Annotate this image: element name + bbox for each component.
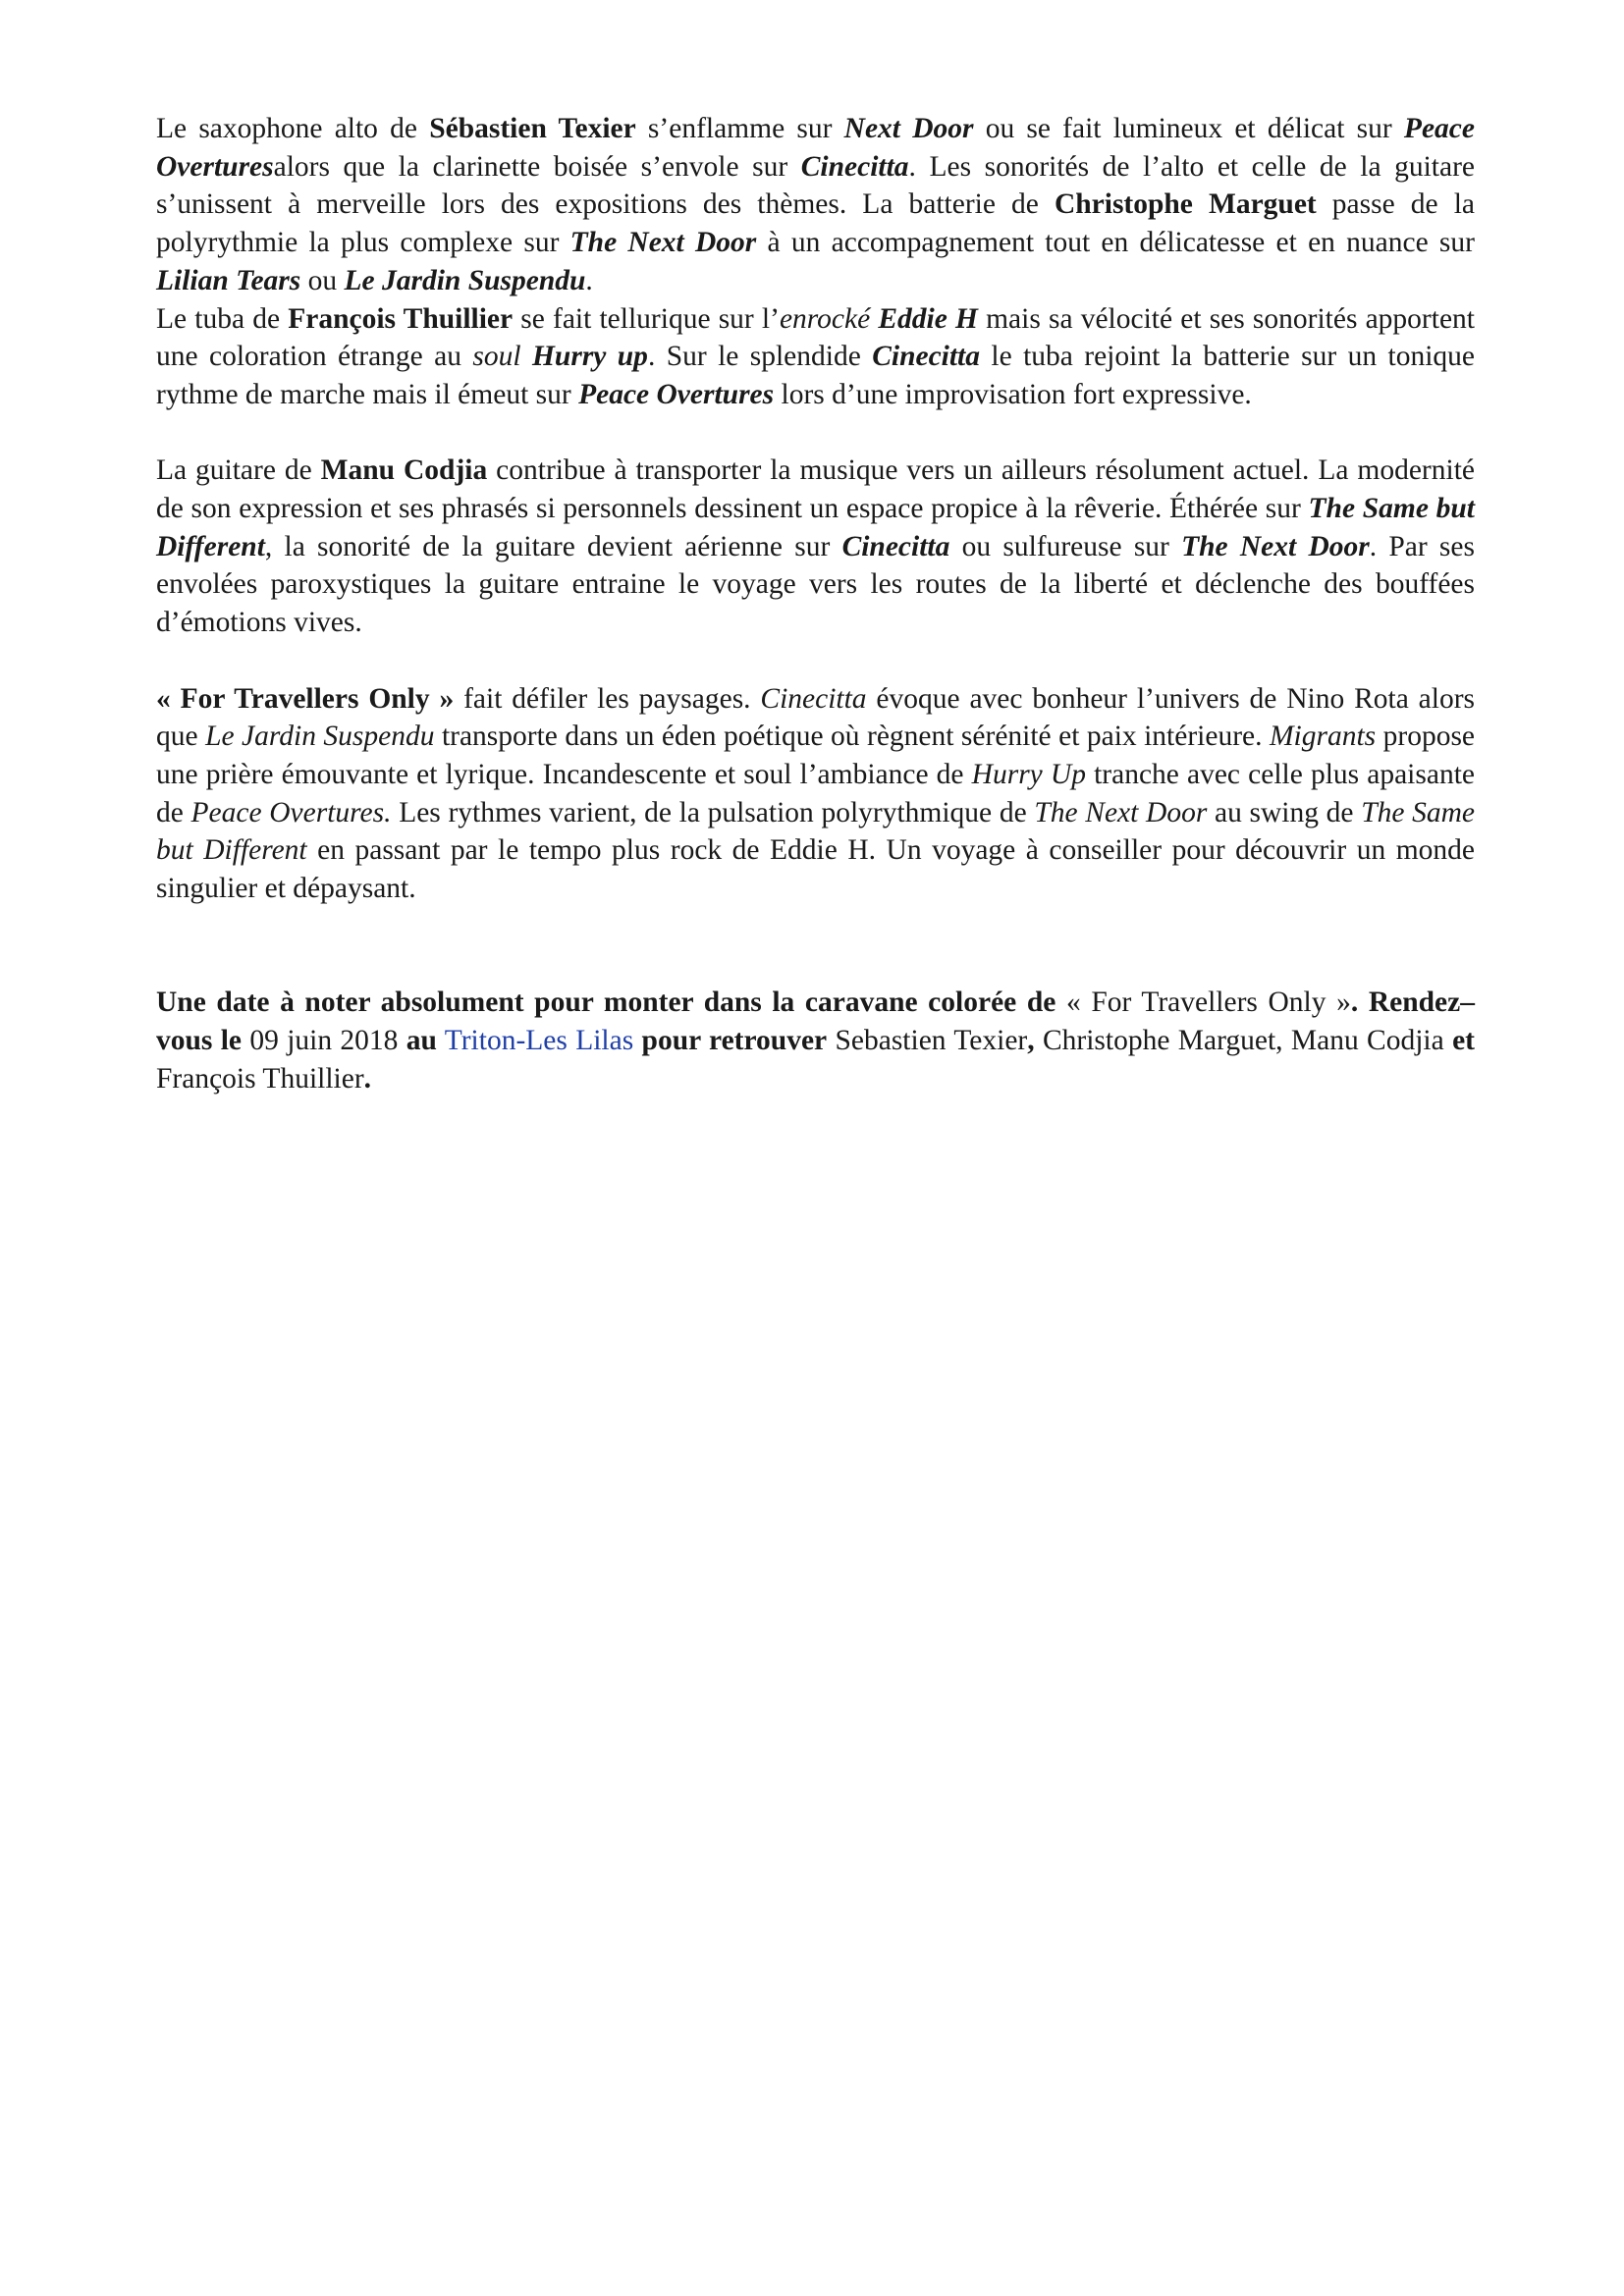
- text: ou se fait lumineux et délicat sur: [973, 113, 1404, 144]
- musician-names: Christophe Marguet, Manu Codjia: [1034, 1024, 1453, 1056]
- track-title: Cinecitta: [760, 682, 867, 715]
- text: en passant par le tempo plus rock de Eddie H. Un voyage à conseiller pour découvrir un monde singulier et dépaysant.: [156, 834, 1475, 905]
- text: ou sulfureuse sur: [949, 530, 1182, 562]
- text: transporte dans un éden poétique où règnent sérénité et paix intérieure.: [434, 721, 1270, 753]
- bold-text: ,: [1027, 1024, 1035, 1056]
- musician-name: Christophe Marguet: [1054, 188, 1317, 221]
- bold-text: et: [1452, 1024, 1475, 1056]
- bold-text: pour retrouver: [641, 1024, 828, 1056]
- track-title: Cinecitta: [841, 530, 950, 562]
- musician-name: François Thuillier: [156, 1062, 364, 1095]
- bold-text: Une date à noter absolument pour monter dans la caravane colorée de: [156, 987, 1056, 1019]
- track-title: The Next Door: [569, 227, 757, 259]
- track-title: Cinecitta: [800, 150, 909, 183]
- italic-word: enrocké: [779, 302, 879, 335]
- venue-link[interactable]: Triton-Les Lilas: [444, 1024, 634, 1056]
- text: [633, 1025, 641, 1056]
- track-title: The Same but Different: [156, 796, 1476, 867]
- text: lors d’une improvisation fort expressive.: [774, 378, 1252, 410]
- text: évoque avec bonheur l’univers de Nino Rota alors que: [156, 682, 1476, 753]
- paragraph-spacer: [156, 908, 1475, 984]
- text: contribue à transporter la musique vers un ailleurs résolument actuel. La modernité de son expression et ses phrasés si personnels dessinent un espace propice à la rêverie. Éthérée sur: [156, 454, 1475, 525]
- text: au swing de: [1207, 796, 1362, 828]
- text: à un accompagnement tout en délicatesse et en nuance sur: [756, 227, 1475, 259]
- track-title: Cinecitta: [872, 341, 981, 373]
- text: alors que la clarinette boisée s’envole sur: [273, 150, 801, 183]
- album-title: « For Travellers Only »: [1056, 987, 1351, 1019]
- text: ou: [300, 264, 345, 296]
- text: [437, 1025, 445, 1056]
- text: tranche avec celle plus apaisante de: [156, 758, 1475, 828]
- bold-text: au: [406, 1024, 437, 1056]
- track-title: Hurry up: [531, 341, 648, 373]
- track-title: Lilian Tears: [156, 264, 301, 296]
- document-page: [156, 110, 1475, 1097]
- text: .: [585, 264, 593, 296]
- musician-name: Sebastien Texier: [827, 1024, 1028, 1056]
- text: . Les sonorités de l’alto et celle de la guitare s’unissent à merveille lors des expositions des thèmes. La batterie de: [156, 150, 1475, 221]
- paragraph-concert: [156, 984, 1475, 1097]
- text: s’enflamme sur: [635, 113, 844, 144]
- bold-text: .: [363, 1062, 372, 1095]
- track-title: Peace Overtures: [156, 113, 1475, 183]
- text: . Sur le splendide: [647, 341, 873, 373]
- track-title: The Next Door: [1181, 530, 1370, 562]
- paragraph-tuba: [156, 300, 1475, 414]
- track-title: Next Door: [843, 113, 974, 144]
- track-title: Peace Overtures.: [190, 796, 392, 828]
- track-title: Eddie H: [878, 302, 978, 335]
- text: se fait tellurique sur l’: [513, 302, 780, 335]
- concert-date: 09 juin 2018: [242, 1024, 406, 1056]
- musician-name: Manu Codjia: [320, 454, 488, 487]
- text: Le saxophone alto de: [156, 113, 430, 144]
- track-title: The Same but Different: [156, 493, 1475, 562]
- text: mais sa vélocité et ses sonorités apportent une coloration étrange au: [156, 302, 1475, 373]
- album-title: « For Travellers Only »: [156, 682, 455, 715]
- text: , la sonorité de la guitare devient aérienne sur: [264, 530, 842, 562]
- track-title: Hurry Up: [971, 758, 1086, 790]
- italic-word: soul: [472, 341, 532, 373]
- musician-name: François Thuillier: [288, 302, 514, 335]
- text: le tuba rejoint la batterie sur un tonique rythme de marche mais il émeut sur: [156, 341, 1475, 410]
- text: passe de la polyrythmie la plus complexe sur: [156, 188, 1475, 259]
- bold-text: . Rendez–vous le: [156, 987, 1475, 1056]
- text: La guitare de: [156, 454, 321, 487]
- text: Les rythmes varient, de la pulsation polyrythmique de: [391, 796, 1035, 828]
- track-title: Peace Overtures: [578, 378, 775, 410]
- text: Le tuba de: [156, 302, 289, 335]
- track-title: The Next Door: [1034, 796, 1208, 828]
- paragraph-spacer: [156, 414, 1475, 453]
- paragraph-guitar: [156, 452, 1475, 642]
- musician-name: Sébastien Texier: [429, 113, 636, 144]
- paragraph-album: [156, 680, 1475, 908]
- track-title: Le Jardin Suspendu: [344, 264, 586, 296]
- track-title: Migrants: [1269, 721, 1377, 753]
- text: propose une prière émouvante et lyrique. Incandescente et soul l’ambiance de: [156, 721, 1476, 790]
- paragraph-spacer: [156, 642, 1475, 680]
- text: fait défiler les paysages.: [454, 682, 761, 715]
- paragraph-saxophone: [156, 110, 1475, 300]
- track-title: Le Jardin Suspendu: [205, 721, 435, 753]
- text: . Par ses envolées paroxystiques la guitare entraine le voyage vers les routes de la liberté et déclenche des bouffées d’émotions vives.: [156, 530, 1475, 639]
